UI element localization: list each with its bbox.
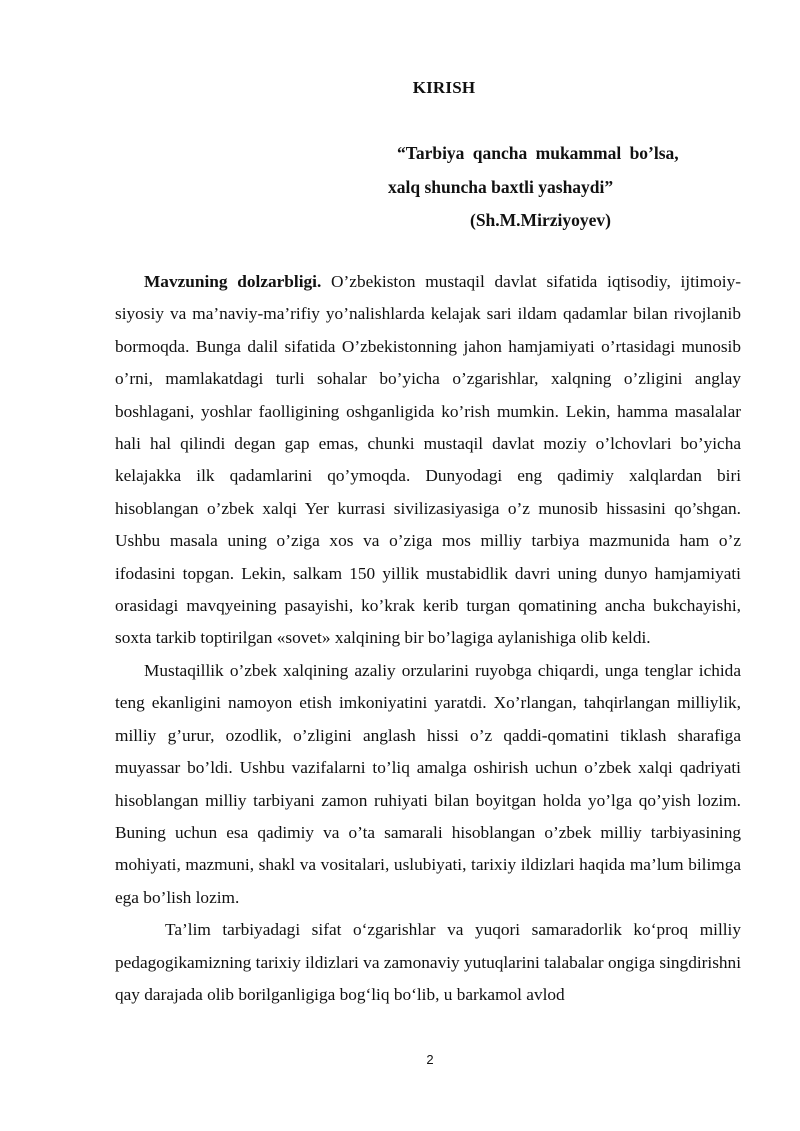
epigraph-line-2: xalq shuncha baxtli yashaydi” xyxy=(388,177,614,197)
epigraph-author: (Sh.M.Mirziyoyev) xyxy=(470,210,611,230)
epigraph-line-1: “Tarbiya qancha mukammal bo’lsa, xyxy=(397,143,679,163)
paragraph-education: Ta’lim tarbiyadagi sifat o‘zgarishlar va yuqori samaradorlik ko‘proq milliy pedagogikamizning tarixiy ildizlari va zamonaviy yutuqlarini talabalar ongiga singdirishni qay darajada olib borilganligiga bog‘liq bo‘lib, u barkamol avlod xyxy=(115,920,741,1004)
paragraph-text: O’zbekiston mustaqil davlat sifatida iqtisodiy, ijtimoiy-siyosiy va ma’naviy-ma’rifiy yo’nalishlarda kelajak sari ildam qadamlar bilan rivojlanib bormoqda. Bunga dalil sifatida O’zbekistonning jahon hamjamiyati o’rtasidagi munosib o’rni, mamlakatdagi turli sohalar bo’yicha o’zgarishlar, xalqning o’zligini anglay boshlagani, yoshlar faolligining oshganligida ko’rish mumkin. Lekin, hamma masalalar hali hal qilindi degan gap emas, chunki mustaqil davlat moziy o’lchovlari bo’yicha kelajakka ilk qadamlarini qo’ymoqda. Dunyodagi eng qadimiy xalqlardan biri hisoblangan o’zbek xalqi Yer kurrasi sivilizasiyasiga o’z munosib hissasini qo’shgan. Ushbu masala uning o’ziga xos va o’ziga mos milliy tarbiya mazmunida ham o’z ifodasini topgan. Lekin, salkam 150 yillik mustabidlik davri uning dunyo hamjamiyati orasidagi mavqyeining pasayishi, ko’krak kerib turgan qomatining ancha bukchayishi, soxta tarkib toptirilgan «sovet» xalqining bir bo’lagiga aylanishiga olib keldi. xyxy=(115,272,741,648)
paragraph-lead: Mavzuning dolzarbligi. xyxy=(144,272,322,291)
page-number: 2 xyxy=(426,1052,434,1067)
page-title: KIRISH xyxy=(412,78,476,97)
paragraph-independence: Mustaqillik o’zbek xalqining azaliy orzularini ruyobga chiqardi, unga tenglar ichida teng ekanligini namoyon etish imkoniyatini yaratdi. Xo’rlangan, tahqirlangan milliylik, milliy g’urur, ozodlik, o’zligini anglash hissi o’z qaddi-qomatini tiklash sharafiga muyassar bo’ldi. Ushbu vazifalarni to’liq amalga oshirish uchun o’zbek xalqi qadriyati hisoblangan milliy tarbiyani zamon ruhiyati bilan boyitgan holda yo’lga qo’yish lozim. Buning uchun esa qadimiy va o’ta samarali hisoblangan o’zbek milliy tarbiyasining mohiyati, mazmuni, shakl va vositalari, uslubiyati, tarixiy ildizlari haqida ma’lum bilimga ega bo’lish lozim. xyxy=(115,660,741,907)
paragraph-relevance xyxy=(115,266,741,655)
body-text xyxy=(115,266,741,1011)
